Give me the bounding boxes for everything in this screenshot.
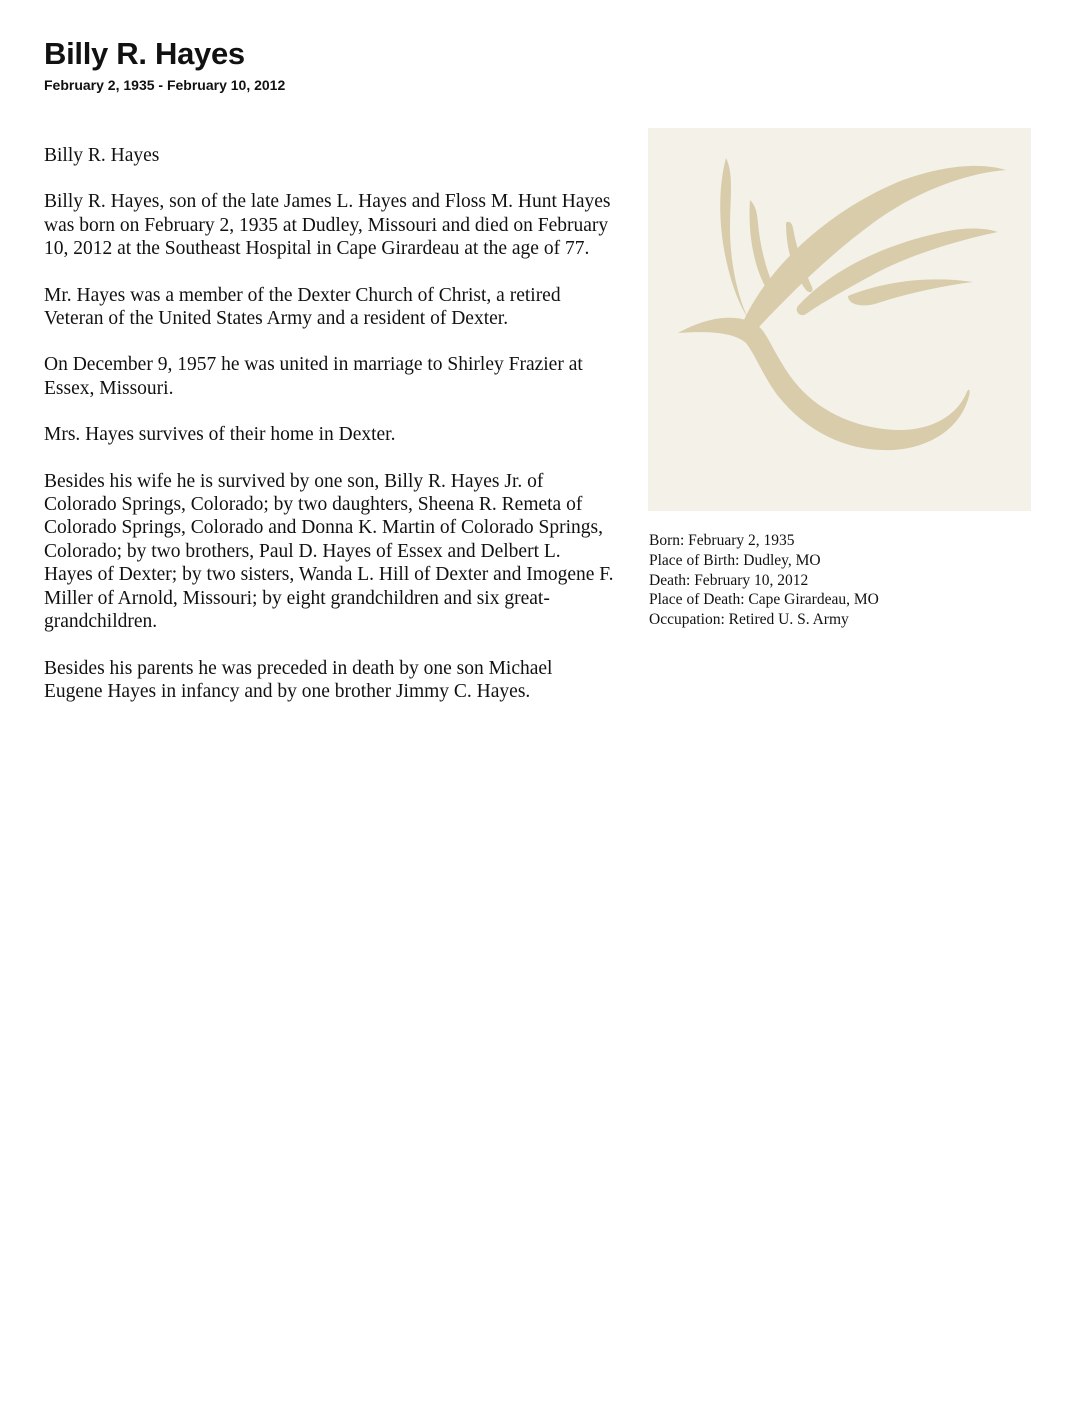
life-dates: February 2, 1935 - February 10, 2012 (44, 77, 286, 93)
page-title: Billy R. Hayes (44, 36, 245, 71)
obituary-text (44, 144, 614, 726)
fact-place-of-death: Place of Death: Cape Girardeau, MO (649, 591, 879, 609)
obituary-paragraph: Billy R. Hayes (44, 145, 160, 166)
dove-icon (648, 128, 1031, 511)
dove-image (648, 128, 1031, 511)
obituary-paragraph: Mr. Hayes was a member of the Dexter Church of Christ, a retired Veteran of the United States Army and a resident of Dexter. (44, 284, 561, 330)
obituary-header (44, 36, 285, 94)
vital-facts (649, 531, 879, 630)
obituary-paragraph: Mrs. Hayes survives of their home in Dexter. (44, 424, 396, 446)
fact-occupation: Occupation: Retired U. S. Army (649, 611, 849, 629)
fact-death: Death: February 10, 2012 (649, 571, 809, 589)
obituary-paragraph: Besides his parents he was preceded in death by one son Michael Eugene Hayes in infancy and by one brother Jimmy C. Hayes. (44, 657, 553, 702)
obituary-paragraph: Besides his wife he is survived by one son, Billy R. Hayes Jr. of Colorado Springs, Colorado; by two daughters, Sheena R. Remeta of Colorado Springs, Colorado and Donna K. Martin of Colorado Springs, Colorado; by two brothers, Paul D. Hayes of Essex and Delbert L. Hayes of Dexter; by two sisters, Wanda L. Hill of Dexter and Imogene F. Miller of Arnold, Missouri; by eight grandchildren and six great-grandchildren. (44, 470, 614, 633)
fact-place-of-birth: Place of Birth: Dudley, MO (649, 551, 821, 569)
obituary-paragraph: Billy R. Hayes, son of the late James L. Hayes and Floss M. Hunt Hayes was born on February 2, 1935 at Dudley, Missouri and died on February 10, 2012 at the Southeast Hospital in Cape Girardeau at the age of 77. (44, 191, 611, 260)
obituary-paragraph: On December 9, 1957 he was united in marriage to Shirley Frazier at Essex, Missouri. (44, 354, 583, 399)
fact-born: Born: February 2, 1935 (649, 532, 795, 549)
